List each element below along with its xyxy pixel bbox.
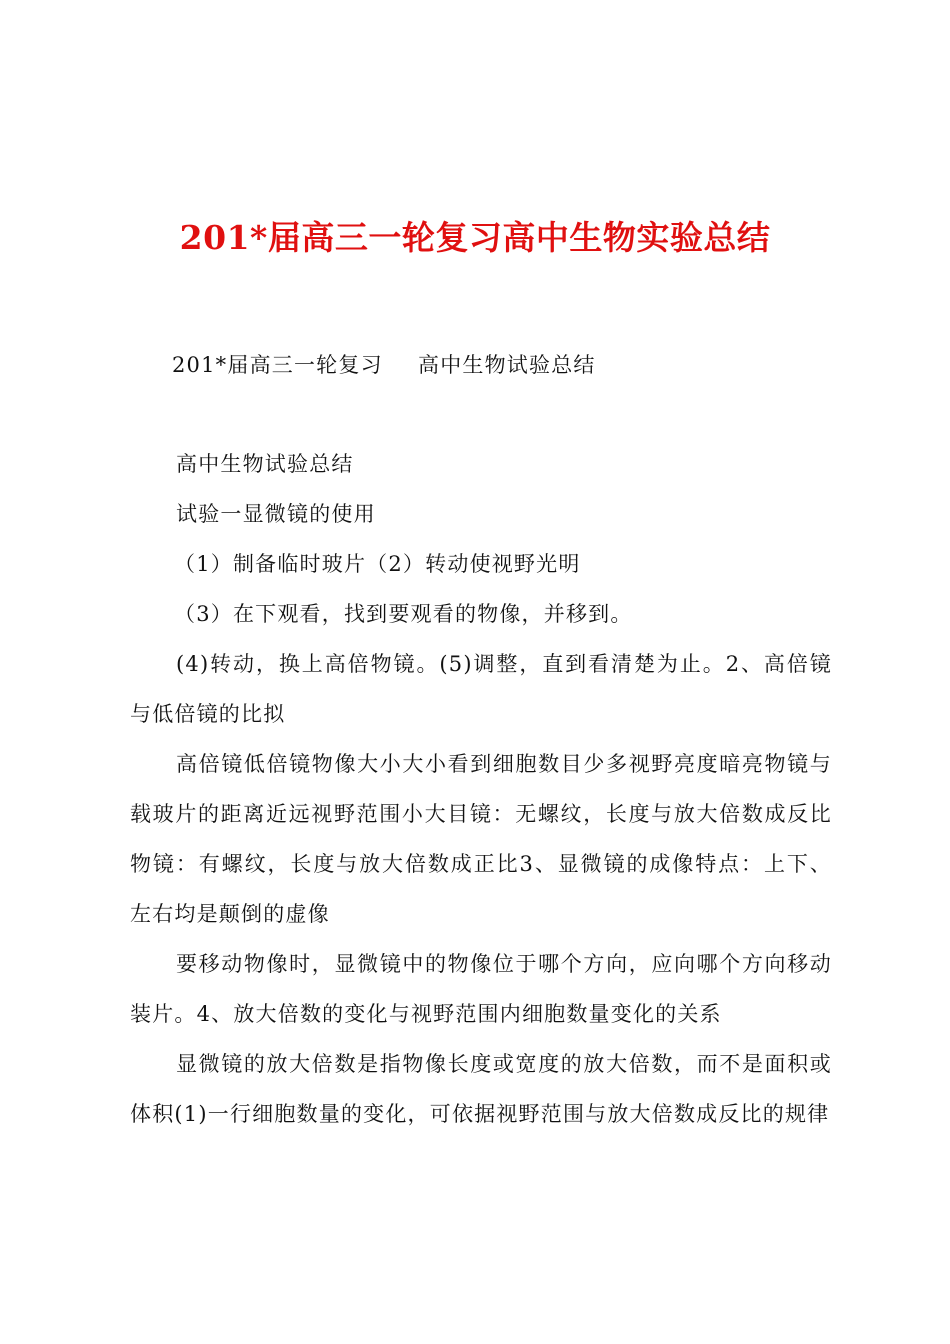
subtitle-right: 高中生物试验总结	[418, 353, 596, 377]
document-title: 201*届高三一轮复习高中生物实验总结	[179, 218, 771, 257]
subtitle-left: 201*届高三一轮复习	[172, 353, 383, 377]
experiment-title: 试验一显微镜的使用	[176, 502, 376, 526]
paragraph-move-specimen: 要移动物像时，显微镜中的物像位于哪个方向，应向哪个方向移动装片。4、放大倍数的变化与视野范围内细胞数量变化的关系	[130, 952, 832, 1026]
section-heading: 高中生物试验总结	[176, 452, 354, 476]
paragraph-magnification: 显微镜的放大倍数是指物像长度或宽度的放大倍数，而不是面积或体积(1)一行细胞数量的变化，可依据视野范围与放大倍数成反比的规律	[130, 1052, 832, 1126]
paragraph-comparison: 高倍镜低倍镜物像大小大小看到细胞数目少多视野亮度暗亮物镜与载玻片的距离近远视野范围小大目镜：无螺纹，长度与放大倍数成反比物镜：有螺纹，长度与放大倍数成正比3、显微镜的成像特点：上下、左右均是颠倒的虚像	[130, 752, 832, 926]
steps-1-2: （1）制备临时玻片（2）转动使视野光明	[174, 552, 581, 576]
step-3: （3）在下观看，找到要观看的物像，并移到。	[174, 602, 633, 626]
paragraph-steps-4-5: (4)转动，换上高倍物镜。(5)调整，直到看清楚为止。2、高倍镜与低倍镜的比拟	[130, 652, 832, 726]
